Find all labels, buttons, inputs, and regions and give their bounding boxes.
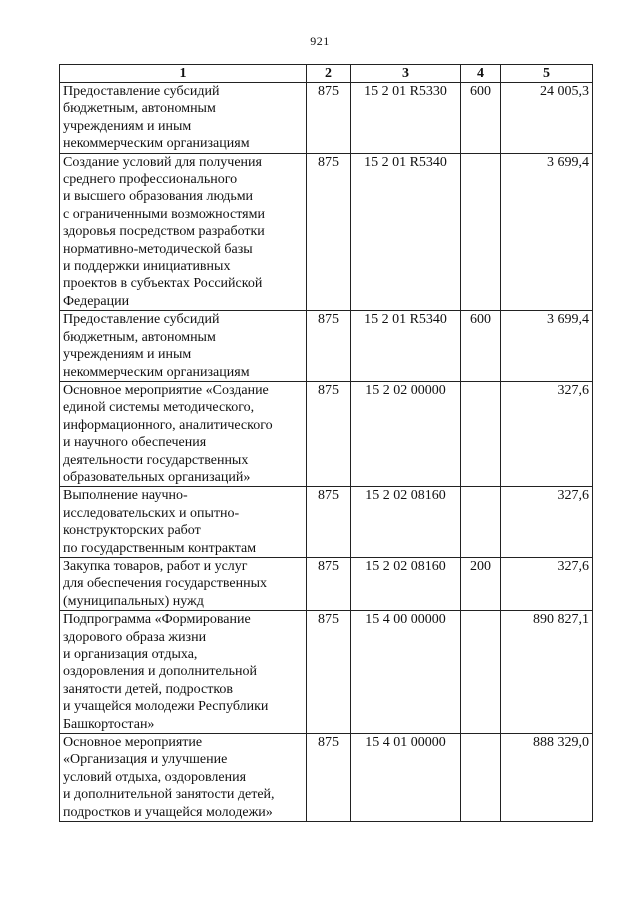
page-number: 921: [310, 34, 330, 48]
row-code: 15 2 02 08160: [351, 557, 461, 610]
row-name: Выполнение научно- исследовательских и опытно- конструкторских работ по государственным контрактам: [60, 487, 307, 558]
row-sum: 327,6: [501, 487, 593, 558]
row-ved: 875: [307, 381, 351, 486]
row-vr: [461, 153, 501, 311]
header-col-3: 3: [351, 65, 461, 83]
row-ved: 875: [307, 557, 351, 610]
table-row: [60, 311, 593, 382]
row-ved: 875: [307, 83, 351, 154]
row-name: Основное мероприятие «Организация и улучшение условий отдыха, оздоровления и дополнительной занятости детей, подростков и учащейся молодежи»: [60, 734, 307, 822]
header-col-2: 2: [307, 65, 351, 83]
row-name: Основное мероприятие «Создание единой системы методического, информационного, аналитического и научного обеспечения деятельности государственных образовательных организаций»: [60, 381, 307, 486]
table-row: [60, 153, 593, 311]
row-code: 15 2 02 08160: [351, 487, 461, 558]
row-sum: 327,6: [501, 557, 593, 610]
table-body: [60, 83, 593, 822]
row-ved: 875: [307, 311, 351, 382]
row-vr: 200: [461, 557, 501, 610]
row-name: Закупка товаров, работ и услуг для обеспечения государственных (муниципальных) нужд: [60, 557, 307, 610]
row-name: Подпрограмма «Формирование здорового образа жизни и организация отдыха, оздоровления и дополнительной занятости детей, подростков и учащейся молодежи Республики Башкортостан»: [60, 611, 307, 734]
row-name: Создание условий для получения среднего профессионального и высшего образования людьми с ограниченными возможностями здоровья посредством разработки нормативно-методической базы и поддержки инициативных проектов в субъектах Российской Федерации: [60, 153, 307, 311]
row-code: 15 2 01 R5340: [351, 311, 461, 382]
budget-table: [59, 64, 593, 822]
row-vr: [461, 487, 501, 558]
row-sum: 3 699,4: [501, 311, 593, 382]
row-ved: 875: [307, 153, 351, 311]
row-vr: 600: [461, 311, 501, 382]
table-header: [60, 65, 593, 83]
row-code: 15 2 02 00000: [351, 381, 461, 486]
row-vr: [461, 734, 501, 822]
header-col-4: 4: [461, 65, 501, 83]
row-name: Предоставление субсидий бюджетным, автономным учреждениям и иным некоммерческим организациям: [60, 311, 307, 382]
row-code: 15 2 01 R5340: [351, 153, 461, 311]
row-sum: 24 005,3: [501, 83, 593, 154]
row-ved: 875: [307, 734, 351, 822]
row-ved: 875: [307, 487, 351, 558]
table-row: [60, 734, 593, 822]
row-sum: 890 827,1: [501, 611, 593, 734]
row-vr: 600: [461, 83, 501, 154]
table-row: [60, 557, 593, 610]
header-col-1: 1: [60, 65, 307, 83]
table-row: [60, 611, 593, 734]
row-name: Предоставление субсидий бюджетным, автономным учреждениям и иным некоммерческим организациям: [60, 83, 307, 154]
row-sum: 888 329,0: [501, 734, 593, 822]
row-code: 15 2 01 R5330: [351, 83, 461, 154]
row-code: 15 4 00 00000: [351, 611, 461, 734]
table-row: [60, 83, 593, 154]
header-row: [60, 65, 593, 83]
header-col-5: 5: [501, 65, 593, 83]
row-code: 15 4 01 00000: [351, 734, 461, 822]
row-sum: 3 699,4: [501, 153, 593, 311]
row-ved: 875: [307, 611, 351, 734]
row-vr: [461, 611, 501, 734]
row-vr: [461, 381, 501, 486]
row-sum: 327,6: [501, 381, 593, 486]
table-row: [60, 487, 593, 558]
table-row: [60, 381, 593, 486]
